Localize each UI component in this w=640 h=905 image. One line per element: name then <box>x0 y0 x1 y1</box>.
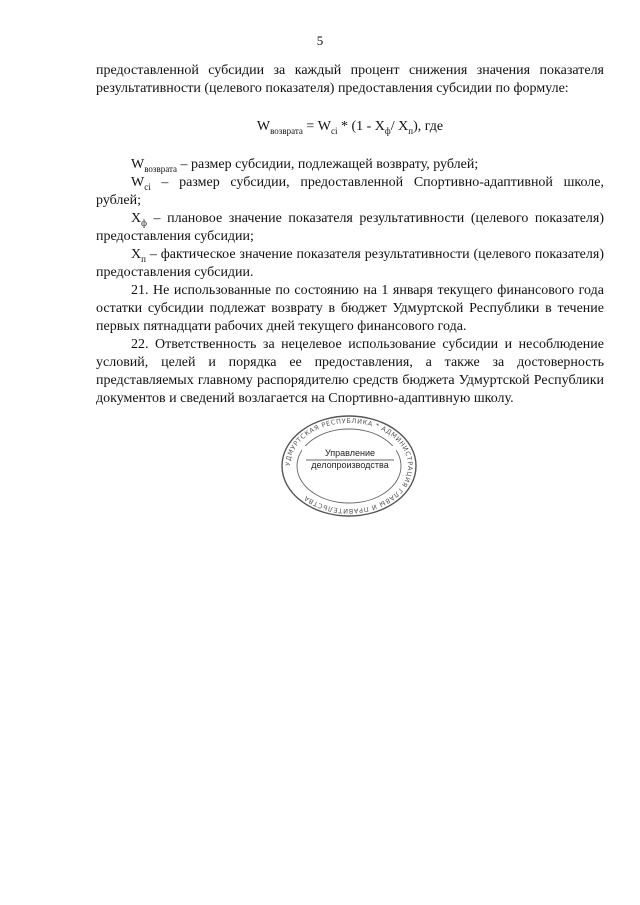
stamp-line1: Управление <box>324 448 376 458</box>
definition-w-vozvrata <box>96 156 604 174</box>
formula-slash: / X <box>390 119 409 134</box>
definition-text: – плановое значение показателя результативности (целевого показателя) предоставления субсидии; <box>96 211 604 244</box>
formula-end: ), где <box>413 119 444 134</box>
stamp-outer-text: УДМУРТСКАЯ РЕСПУБЛИКА * АДМИНИСТРАЦИЯ ГЛАВЫ И ПРАВИТЕЛЬСТВА <box>283 416 415 516</box>
definition-subscript: ci <box>144 181 151 192</box>
official-stamp <box>276 412 426 522</box>
formula-lhs-sub: возврата <box>270 125 303 136</box>
definition-x-p <box>96 246 604 282</box>
definition-symbol: W <box>131 157 145 172</box>
document-body <box>96 62 604 408</box>
definition-subscript: возврата <box>144 163 178 174</box>
paragraph-21: 21. Не использованные по состоянию на 1 января текущего финансового года остатки субсидии подлежат возврату в бюджет Удмуртской Республики в течение первых пятнадцати рабочих дней текущего финансового года. <box>96 283 604 334</box>
definition-text: – размер субсидии, подлежащей возврату, рублей; <box>177 157 479 172</box>
stamp-line2: делопроизводства <box>311 460 389 470</box>
definition-symbol: X <box>131 211 142 226</box>
formula-mid: * (1 - X <box>337 119 385 134</box>
formula-f-sub: ф <box>384 125 391 136</box>
formula-lhs: W <box>256 119 271 134</box>
definition-subscript: п <box>141 253 146 264</box>
paragraph-22: 22. Ответственность за нецелевое использование субсидии и несоблюдение условий, целей и порядка ее предоставления, а также за достоверность представляемых главному распорядителю средств бюджета Удмуртской Республики документов и сведений возлагается на Спортивно-адаптивную школу. <box>96 337 604 406</box>
definition-text: – размер субсидии, предоставленной Спортивно-адаптивной школе, рублей; <box>96 175 604 208</box>
formula-eq: = W <box>302 119 331 134</box>
definition-symbol: X <box>131 247 142 262</box>
stamp-seal <box>276 412 426 522</box>
formula <box>96 118 604 136</box>
page-number: 5 <box>316 33 324 48</box>
definition-symbol: W <box>131 175 145 190</box>
formula-p-sub: п <box>408 125 414 136</box>
definition-text: – фактическое значение показателя результативности (целевого показателя) предоставления субсидии. <box>96 247 604 280</box>
definition-w-ci <box>96 174 604 210</box>
definition-x-f <box>96 210 604 246</box>
formula-ci-sub: ci <box>330 125 338 136</box>
definition-subscript: ф <box>141 217 147 228</box>
paragraph-formula-intro: предоставленной субсидии за каждый процент снижения значения показателя результативности (целевого показателя) предоставления субсидии по формуле: <box>96 63 604 96</box>
